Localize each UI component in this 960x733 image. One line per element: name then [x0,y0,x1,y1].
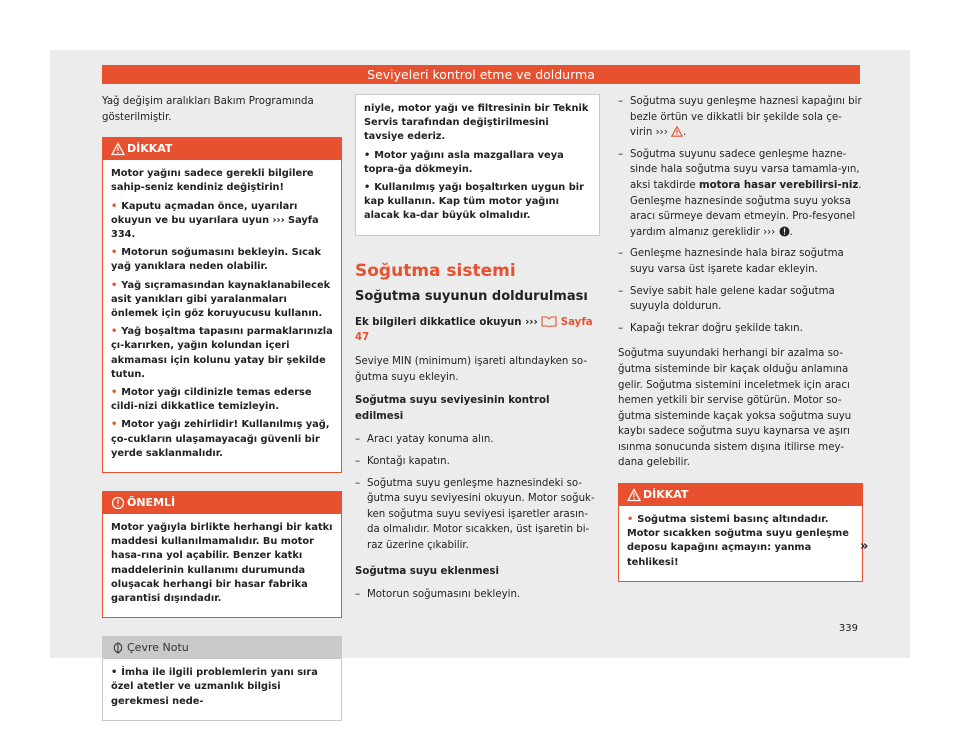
warning-item: • Motor yağı cildinizle temas ederse cildi-nizi dikkatlice temizleyin. [111,386,333,414]
exclamation-circle-icon [779,226,790,237]
min-level-text: Seviye MIN (minimum) işareti altındayken so-ğutma suyu ekleyin. [355,356,587,383]
book-icon [541,315,557,327]
warning-body-2 [619,506,862,581]
warning-body [103,160,341,472]
check-step: – Kontağı kapatın. [355,454,600,470]
fill-step-bold: motora hasar verebilirsi-niz [698,179,859,191]
page-reference-link[interactable]: Sayfa 47 [355,316,593,344]
notice-text: Motor yağıyla birlikte herhangi bir katkı maddesi kullanılmamalıdır. Bu motor hasa-rına yol açabilir. Benzer katkı maddelerinin kullanımı durumunda oluşacak herhangi bir hasar fabrika garantisi dışındadır. [111,522,333,605]
environment-header [103,637,341,659]
environment-box-continued [355,94,600,236]
environment-item: • İmha ile ilgili problemlerin yanı sıra özel atetler ve uzmanlık bilgisi gerekmesi nede- [111,666,333,709]
warning-header [103,138,341,160]
add-title: Soğutma suyu eklenmesi [355,565,499,577]
section-header: Seviyeleri kontrol etme ve doldurma [102,65,860,84]
fill-step: – Seviye sabit hale gelene kadar soğutma suyuyla doldurun. [618,284,863,315]
environment-item: • Motor yağını asla mazgallara veya topra-ğa dökmeyin. [364,149,591,177]
check-step: – Aracı yatay konuma alın. [355,432,600,448]
fill-step-text: . Genleşme haznesinde soğutma suyu yoksa aracı sürmeye devam etmeyin. Pro-fesyonel yardım almanız gereklidir ››› [630,179,862,238]
column-1 [102,94,342,733]
warning-triangle-icon [627,488,641,502]
fill-step-text: Soğutma suyunu sadece genleşme hazne-sinde hala soğutma suyu varsa tamamla-yın, aksi takdirde [630,148,860,191]
warning-box [102,137,342,473]
warning-lead: Motor yağını sadece gerekli bilgilere sahip-seniz kendiniz değiştirin! [111,168,314,194]
continue-mark: » [860,539,869,554]
warning-header-2 [619,484,862,506]
warning-triangle-icon [671,126,683,137]
notice-body [103,514,341,617]
notice-box [102,491,342,618]
environment-body [103,659,341,720]
info-circle-icon [111,496,125,510]
fill-step: – Soğutma suyu genleşme haznesi kapağını bir bezle örtün ve dikkatli bir şekilde sola çe-virin ››› . [618,94,863,141]
warning-title-2: DİKKAT [643,488,689,502]
environment-box [102,636,342,721]
warning-item: • Motorun soğumasını bekleyin. Sıcak yağ yanıklara neden olabilir. [111,246,333,274]
warning-item: • Yağ sıçramasından kaynaklanabilecek asit yanıkları gibi yaralanmaları önlemek için göz koruyucusu kullanın. [111,279,333,322]
check-title: Soğutma suyu seviyesinin kontrol edilmesi [355,395,550,422]
add-step: – Motorun soğumasını bekleyin. [355,587,600,603]
notice-title: ÖNEMLİ [127,496,176,510]
notice-header [103,492,341,514]
environment-title: Çevre Notu [127,641,189,655]
intro-text: Yağ değişim aralıkları Bakım Programında gösterilmiştir. [102,96,314,123]
warning-item: • Yağ boşaltma tapasını parmaklarınızla çı-karırken, yağın kolundan içeri akmaması için kolunu yatay bir şekilde tutun. [111,325,333,382]
warning-item: • Kaputu açmadan önce, uyarıları okuyun ve bu uyarılara uyun ››› Sayfa 334. [111,200,333,243]
subsection-title: Soğutma suyunun doldurulması [355,289,588,305]
warning-title: DİKKAT [127,142,173,156]
warning-triangle-icon [111,142,125,156]
fill-step: – Soğutma suyunu sadece genleşme hazne-sinde hala soğutma suyu varsa tamamla-yın, aksi takdirde motora hasar verebilirsi-niz. Genleşme haznesinde soğutma suyu yoksa aracı sürmeye devam etmeyin. Pro-fesyonel yardım almanız gereklidir ››› . [618,147,863,241]
leak-paragraph: Soğutma suyundaki herhangi bir azalma so-ğutma sisteminde bir kaçak olduğu anlamına gelir. Soğutma sistemini inceletmek için aracı hemen yetkili bir servise götürün. Motor so-ğutma sisteminde kaçak yoksa soğutma suyu kaybı sadece soğutma suyu kaynarsa ve aşırı ısınma sonucunda sistem dışına itilirse mey-dana gelebilir. [618,348,852,469]
fill-step: – Genleşme haznesinde hala biraz soğutma suyu varsa üst işarete kadar ekleyin. [618,246,863,277]
warning-item: • Motor yağı zehirlidir! Kullanılmış yağ, ço-cukların ulaşamayacağı güvenli bir yerde saklanmalıdır. [111,418,333,461]
environment-continued-body [356,95,599,235]
read-first-text: Ek bilgileri dikkatlice okuyun ››› [355,316,538,328]
column-2 [355,94,600,609]
column-3 [618,94,863,594]
fill-step-text: Soğutma suyu genleşme haznesi kapağını bir bezle örtün ve dikkatli bir şekilde sola çe-virin ››› [630,96,862,139]
environment-continued-text: niyle, motor yağı ve filtresinin bir Teknik Servis tarafından değiştirilmesini tavsiye ederiz. [364,103,589,143]
page [50,50,910,707]
warning-box-2 [618,483,863,582]
environment-item: • Kullanılmış yağı boşaltırken uygun bir kap kullanın. Kap tüm motor yağını alacak ka-dar büyük olmalıdır. [364,181,591,224]
warning-item-2: • Soğutma sistemi basınç altındadır. Motor sıcakken soğutma suyu genleşme deposu kapağını açmayın: yanma tehlikesi! [627,513,854,570]
check-step: – Soğutma suyu genleşme haznesindeki so-ğutma suyu seviyesini okuyun. Motor soğuk-ken soğutma suyu seviyesi işaretler arasın-da olmalıdır. Motor sıcakken, üst işaretin bi-raz üzerine çıkabilir. [355,476,600,554]
fill-step: – Kapağı tekrar doğru şekilde takın. [618,321,863,337]
section-title: Soğutma sistemi [355,260,516,281]
leaf-icon [111,641,125,655]
read-first-note [355,315,600,346]
page-number: 339 [838,623,858,634]
